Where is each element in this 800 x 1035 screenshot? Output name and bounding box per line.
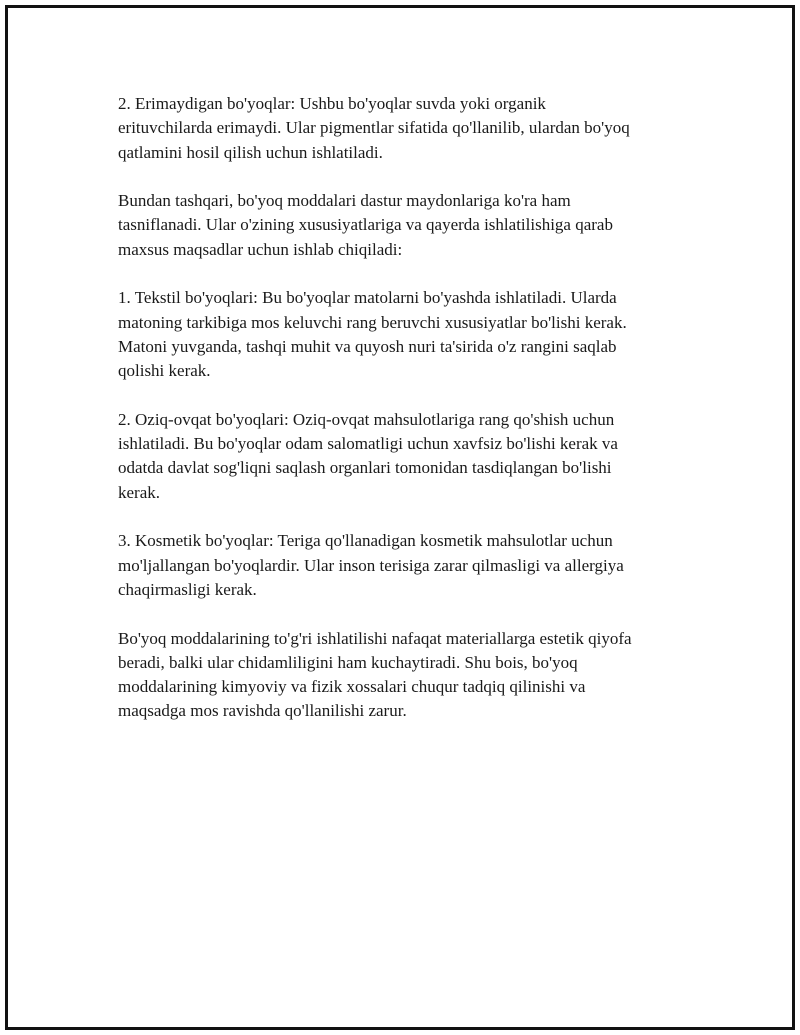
text-line: Bo'yoq moddalarining to'g'ri ishlatilishi nafaqat materiallarga estetik qiyofa <box>118 628 632 648</box>
text-line: 3. Kosmetik bo'yoqlar: Teriga qo'llanadigan kosmetik mahsulotlar uchun <box>118 531 613 551</box>
text-line: qolishi kerak. <box>118 361 211 381</box>
paragraph-application-classification <box>118 189 688 262</box>
paragraph-cosmetic-dyes <box>118 529 688 602</box>
text-line: moddalarining kimyoviy va fizik xossalari chuqur tadqiq qilinishi va <box>118 677 586 697</box>
text-line: chaqirmasligi kerak. <box>118 579 257 599</box>
text-line: matoning tarkibiga mos keluvchi rang beruvchi xususiyatlar bo'lishi kerak. <box>118 312 627 332</box>
text-line: beradi, balki ular chidamliligini ham kuchaytiradi. Shu bois, bo'yoq <box>118 652 578 672</box>
text-line: maqsadga mos ravishda qo'llanilishi zarur. <box>118 701 407 721</box>
paragraph-conclusion <box>118 627 688 724</box>
text-line: Matoni yuvganda, tashqi muhit va quyosh nuri ta'sirida o'z rangini saqlab <box>118 336 617 356</box>
text-line: maxsus maqsadlar uchun ishlab chiqiladi: <box>118 239 403 259</box>
paragraph-textile-dyes <box>118 286 688 383</box>
text-line: mo'ljallangan bo'yoqlardir. Ular inson terisiga zarar qilmasligi va allergiya <box>118 555 624 575</box>
text-line: kerak. <box>118 482 161 502</box>
text-line: qatlamini hosil qilish uchun ishlatiladi. <box>118 142 383 162</box>
text-line: erituvchilarda erimaydi. Ular pigmentlar sifatida qo'llanilib, ulardan bo'yoq <box>118 118 630 138</box>
text-line: odatda davlat sog'liqni saqlash organlari tomonidan tasdiqlangan bo'lishi <box>118 458 612 478</box>
text-line: Bundan tashqari, bo'yoq moddalari dastur maydonlariga ko'ra ham <box>118 191 571 211</box>
text-line: 1. Tekstil bo'yoqlari: Bu bo'yoqlar matolarni bo'yashda ishlatiladi. Ularda <box>118 288 617 308</box>
paragraph-insoluble-dyes <box>118 92 688 165</box>
document-body <box>118 92 688 748</box>
text-line: ishlatiladi. Bu bo'yoqlar odam salomatligi uchun xavfsiz bo'lishi kerak va <box>118 434 618 454</box>
text-line: tasniflanadi. Ular o'zining xususiyatlariga va qayerda ishlatilishiga qarab <box>118 215 613 235</box>
text-line: 2. Oziq-ovqat bo'yoqlari: Oziq-ovqat mahsulotlariga rang qo'shish uchun <box>118 409 615 429</box>
text-line: 2. Erimaydigan bo'yoqlar: Ushbu bo'yoqlar suvda yoki organik <box>118 94 546 113</box>
paragraph-food-dyes <box>118 408 688 505</box>
